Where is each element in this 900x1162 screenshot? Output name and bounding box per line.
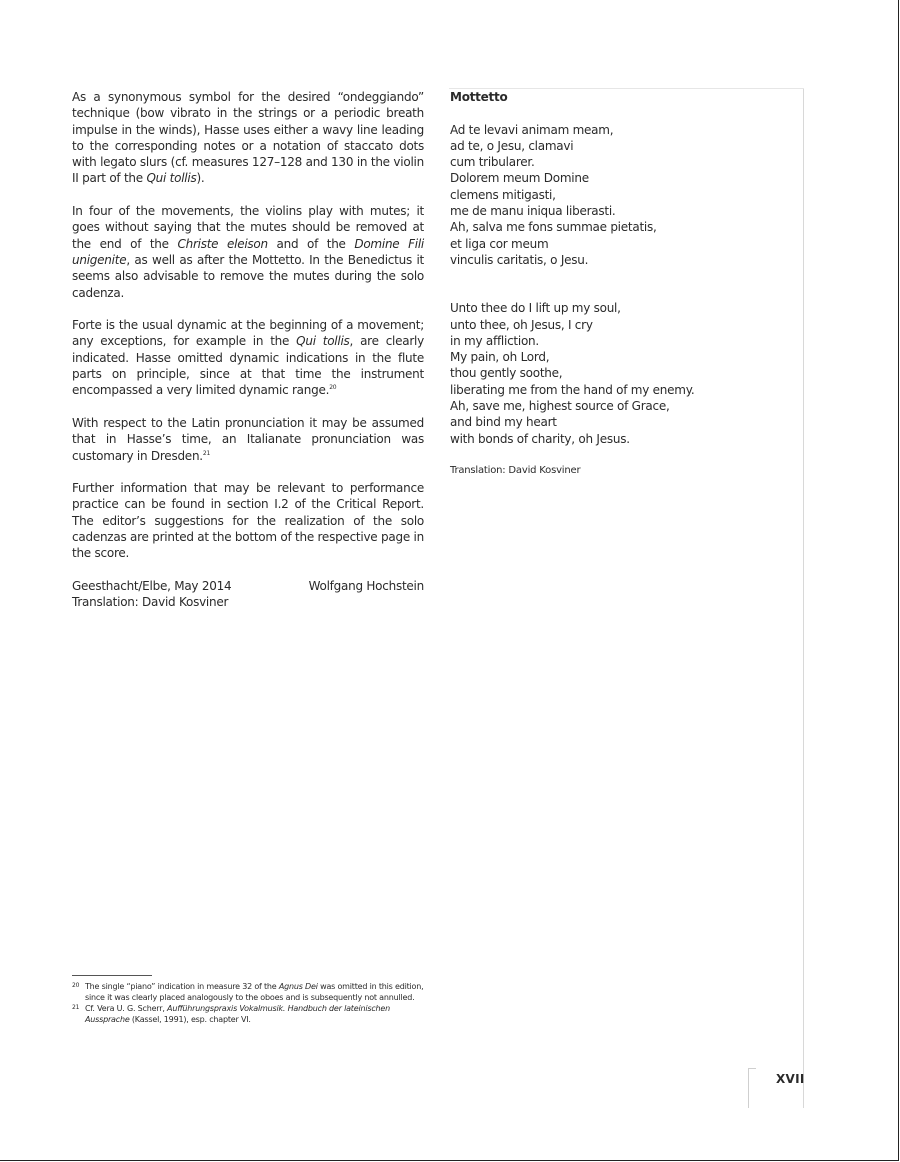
latin-line: Dolorem meum Domine xyxy=(450,171,589,186)
preface-left-column xyxy=(72,89,424,611)
latin-line: Ah, salva me fons summae pietatis, xyxy=(450,220,657,235)
english-line: Unto thee do I lift up my soul, xyxy=(450,301,621,316)
english-line: in my affliction. xyxy=(450,333,539,348)
latin-text xyxy=(450,122,750,269)
english-line: and bind my heart xyxy=(450,415,557,430)
latin-line: ad te, o Jesu, clamavi xyxy=(450,138,574,153)
translation-credit-left: Translation: David Kosviner xyxy=(72,595,229,610)
footnote-ref-20[interactable]: 20 xyxy=(329,384,337,392)
paragraph-dynamics: Forte is the usual dynamic at the beginning of a movement; any exceptions, for example in the Qui tollis, are clearly indicated. Hasse omitted dynamic indications in the flute parts on principle, since at that time the instrument encompassed a very limited dynamic range.$^{20}$ xyxy=(72,318,424,398)
mottetto-heading: Mottetto xyxy=(450,90,508,104)
footnote-number: 20 xyxy=(72,982,80,989)
footnote-text: The single “piano” indication in measure 32 of the Agnus Dei was omitted in this edition, since it was clearly placed analogously to the oboes and is subsequently not annulled. xyxy=(85,982,424,1002)
translation-credit-right: Translation: David Kosviner xyxy=(450,464,581,476)
english-line: liberating me from the hand of my enemy. xyxy=(450,382,695,397)
footnote-ref-21[interactable]: 21 xyxy=(202,449,211,457)
latin-line: Ad te levavi animam meam, xyxy=(450,122,614,137)
english-line: thou gently soothe, xyxy=(450,366,563,381)
english-line: Ah, save me, highest source of Grace, xyxy=(450,399,670,414)
footnote-21 xyxy=(72,1003,424,1025)
page-number-mark xyxy=(748,1068,756,1069)
mottetto-right-column xyxy=(450,89,750,479)
paragraph-pronunciation: With respect to the Latin pronunciation it may be assumed that in Hasse’s time, an Italianate pronunciation was customary in Dresden.$^{21}$ xyxy=(72,415,424,463)
place-date: Geesthacht/Elbe, May 2014 xyxy=(72,578,232,593)
page-number-mark xyxy=(748,1068,749,1108)
footnote-text: Cf. Vera U. G. Scherr, Aufführungspraxis Vokalmusik. Handbuch der lateinischen Aussprache (Kassel, 1991), esp. chapter VI. xyxy=(85,1004,390,1024)
english-translation xyxy=(450,300,750,447)
english-line: with bonds of charity, oh Jesus. xyxy=(450,431,630,446)
footnotes xyxy=(72,975,424,1025)
english-line: My pain, oh Lord, xyxy=(450,350,550,365)
author-name: Wolfgang Hochstein xyxy=(308,578,424,593)
english-line: unto thee, oh Jesus, I cry xyxy=(450,317,593,332)
paragraph-ondeggiando: As a synonymous symbol for the desired “ondeggiando” technique (bow vibrato in the strings or a periodic breath impulse in the winds), Hasse uses either a wavy line leading to the corresponding notes or a notation of staccato dots with legato slurs (cf. measures 127–128 and 130 in the violin II part of the Qui tollis). xyxy=(72,90,424,186)
latin-line: cum tribularer. xyxy=(450,155,535,170)
margin-guide-vertical xyxy=(803,88,804,1108)
latin-line: et liga cor meum xyxy=(450,236,549,251)
page-number: XVII xyxy=(776,1072,805,1086)
latin-line: me de manu iniqua liberasti. xyxy=(450,204,616,219)
footnote-rule xyxy=(72,975,152,976)
footnote-number: 21 xyxy=(72,1004,80,1011)
paragraph-mutes: In four of the movements, the violins play with mutes; it goes without saying that the mutes should be removed at the end of the Christe eleison and of the Domine Fili unigenite, as well as after the Mottetto. In the Benedictus it seems also advisable to remove the mutes during the solo cadenza. xyxy=(72,204,425,300)
latin-line: clemens mitigasti, xyxy=(450,187,556,202)
footnote-20 xyxy=(72,981,424,1003)
signoff-line xyxy=(72,578,424,594)
paragraph-further-information: Further information that may be relevant to performance practice can be found in section I.2 of the Critical Report. The editor’s suggestions for the realization of the solo cadenzas are printed at the bottom of the respective page in the score. xyxy=(72,481,424,561)
latin-line: vinculis caritatis, o Jesu. xyxy=(450,252,589,267)
